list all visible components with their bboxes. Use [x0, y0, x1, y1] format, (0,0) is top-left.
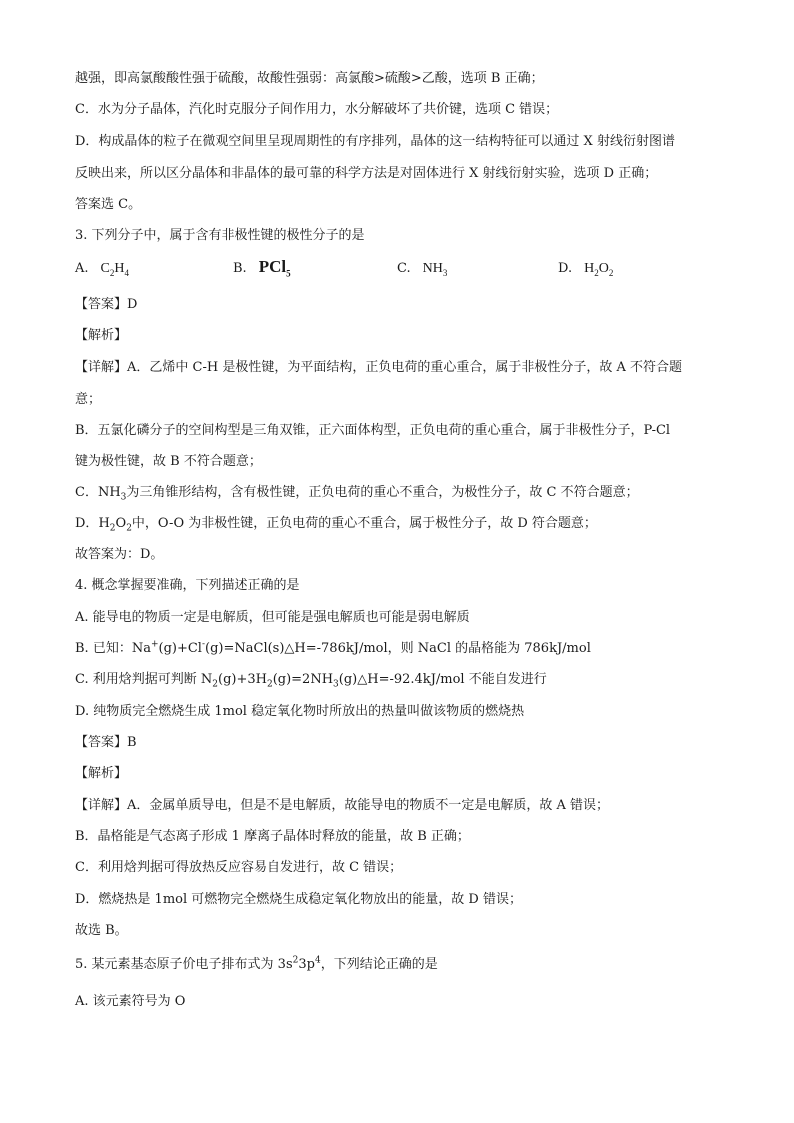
q4-option-d: D. 纯物质完全燃烧生成 1mol 稳定氧化物时所放出的热量叫做该物质的燃烧热 [75, 704, 525, 719]
detail-line: 【详解】A．金属单质导电，但是不是电解质，故能导电的物质不一定是电解质，故 A 错误； [75, 798, 610, 813]
detail-line: B．晶格能是气态离子形成 1 摩离子晶体时释放的能量，故 B 正确； [75, 829, 470, 844]
analysis-label: 【解析】 [75, 766, 128, 781]
formula-pcl5: PCl$_5$ [258, 257, 291, 279]
question-5-stem: 5. 某元素基态原子价电子排布式为 $3s^23p^4$，下列结论正确的是 [75, 955, 438, 972]
q3-option-b: B. PCl$_5$ [233, 257, 291, 279]
detail-line: B．五氯化磷分子的空间构型是三角双锥，正六面体构型，正负电荷的重心重合，属于非极性分子，P-Cl [75, 423, 671, 438]
formula-h2o2: $H_2O_2$ [584, 261, 614, 278]
q3-option-d: D. $H_2O_2$ [558, 261, 614, 278]
text-line: 答案选 C。 [75, 197, 142, 212]
detail-line: C．$NH_3$为三角锥形结构，含有极性键，正负电荷的重心不重合，为极性分子，故 C 不符合题意； [75, 485, 639, 503]
q3-option-c: C. $NH_3$ [397, 261, 448, 278]
detail-line: D．$H_2O_2$中，O-O 为非极性键，正负电荷的重心不重合，属于极性分子，故 D 符合题意； [75, 516, 597, 534]
q3-option-a: A. $C_2H_4$ [75, 261, 129, 278]
analysis-label: 【解析】 [75, 328, 128, 343]
q4-option-a: A. 能导电的物质一定是电解质，但可能是强电解质也可能是弱电解质 [75, 610, 470, 625]
detail-line: C．利用焓判据可得放热反应容易自发进行，故 C 错误； [75, 860, 403, 875]
text-line: D．构成晶体的粒子在微观空间里呈现周期性的有序排列，晶体的这一结构特征可以通过 X 射线衍射图谱 [75, 134, 675, 149]
final-answer: 故选 B。 [75, 923, 128, 938]
answer-label: 【答案】D [75, 297, 138, 312]
q5-option-a: A. 该元素符号为 O [75, 994, 186, 1009]
formula-h2o2: $H_2O_2$ [98, 516, 132, 534]
formula-nh3: $NH_3$ [97, 485, 127, 503]
detail-line: D．燃烧热是 1mol 可燃物完全燃烧生成稳定氧化物放出的能量，故 D 错误； [75, 892, 522, 907]
question-3-stem: 3. 下列分子中，属于含有非极性键的极性分子的是 [75, 228, 365, 243]
q4-option-c: C. 利用焓判据可判断 $N_2(g)+3H_2(g)=2NH_3(g)\triangle H=-92.4kJ$/mol 不能自发进行 [75, 672, 547, 690]
text-line: 反映出来，所以区分晶体和非晶体的最可靠的科学方法是对固体进行 X 射线衍射实验，选项 D 正确； [75, 166, 658, 181]
detail-line: 意； [75, 392, 102, 407]
answer-label: 【答案】B [75, 735, 137, 750]
text-line: C．水为分子晶体，汽化时克服分子间作用力，水分解破坏了共价键，选项 C 错误； [75, 102, 559, 117]
detail-line: 【详解】A．乙烯中 C-H 是极性键，为平面结构，正负电荷的重心重合，属于非极性分子，故 A 不符合题 [75, 360, 682, 375]
formula-c2h4: $C_2H_4$ [100, 261, 129, 278]
final-answer: 故答案为：D。 [75, 547, 164, 562]
formula-nh3: $NH_3$ [422, 261, 448, 278]
q4-option-b: B. 已知：Na+(g)+Cl-(g)=NaCl(s)△H=-786kJ/mol，则 NaCl 的晶格能为 786kJ/mol [75, 639, 591, 656]
detail-line: 键为极性键，故 B 不符合题意； [75, 454, 262, 469]
question-4-stem: 4. 概念掌握要准确，下列描述正确的是 [75, 578, 300, 593]
text-line: 越强，即高氯酸酸性强于硫酸，故酸性强弱：高氯酸>硫酸>乙酸，选项 B 正确； [75, 71, 544, 86]
